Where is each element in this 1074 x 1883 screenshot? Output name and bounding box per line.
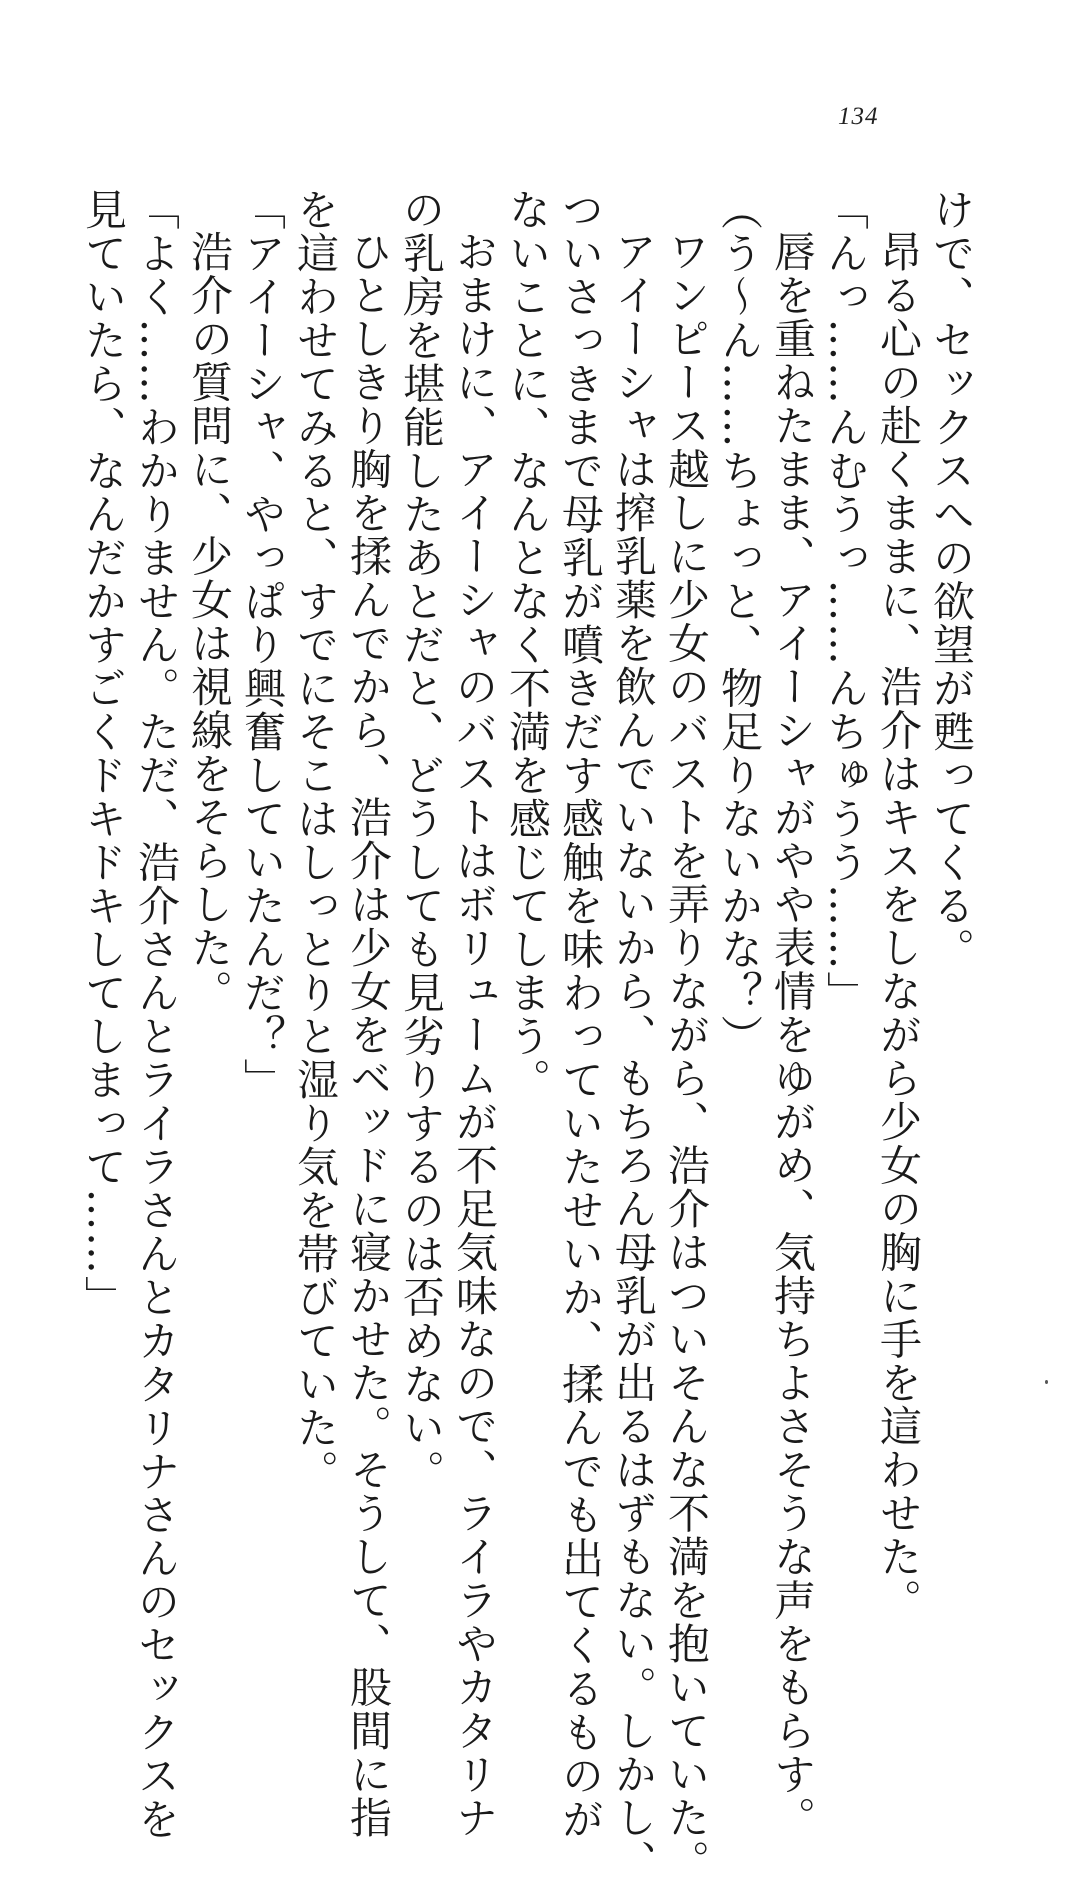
text-line: の乳房を堪能したあとだと、どうしても見劣りするのは否めない。 [397, 188, 446, 1493]
text-line: ひとしきり胸を揉んでから、浩介は少女をベッドに寝かせた。そうして、股間に指 [344, 230, 393, 1840]
text-line: けで、セックスへの欲望が甦ってくる。 [927, 188, 976, 971]
text-line: 唇を重ねたまま、アイーシャがやや表情をゆがめ、気持ちよさそうな声をもらす。 [768, 230, 817, 1840]
thought-line: （う～ん……ちょっと、物足りないかな？） [715, 188, 764, 1058]
text-line: おまけに、アイーシャのバストはボリュームが不足気味なので、ライラやカタリナ [450, 230, 499, 1840]
text-line: 昂る心の赴くままに、浩介はキスをしながら少女の胸に手を這わせた。 [874, 230, 923, 1622]
page-number: 134 [838, 103, 879, 130]
scan-speck [1045, 1380, 1048, 1384]
text-line: アイーシャは搾乳薬を飲んでいないから、もちろん母乳が出るはずもない。しかし、 [609, 230, 658, 1883]
text-line: ないことに、なんとなく不満を感じてしまう。 [503, 188, 552, 1102]
text-line: を這わせてみると、すでにそこはしっとりと湿り気を帯びていた。 [291, 188, 340, 1493]
text-line: ワンピース越しに少女のバストを弄りながら、浩介はついそんな不満を抱いていた。 [662, 230, 711, 1883]
dialogue-line: 「んっ……んむうっ……んちゅうう……」 [821, 188, 870, 1015]
vertical-text-body [78, 188, 978, 1883]
text-line: ついさっきまで母乳が噴きだす感触を味わっていたせいか、揉んでも出てくるものが [556, 188, 605, 1841]
dialogue-line: 「よく……わかりません。ただ、浩介さんとライラさんとカタリナさんのセックスを [132, 188, 181, 1841]
text-line: 見ていたら、なんだかすごくドキドキしてしまって……」 [79, 188, 128, 1319]
dialogue-line: 「アイーシャ、やっぱり興奮していたんだ？」 [238, 188, 287, 1102]
text-line: 浩介の質問に、少女は視線をそらした。 [185, 230, 234, 1013]
